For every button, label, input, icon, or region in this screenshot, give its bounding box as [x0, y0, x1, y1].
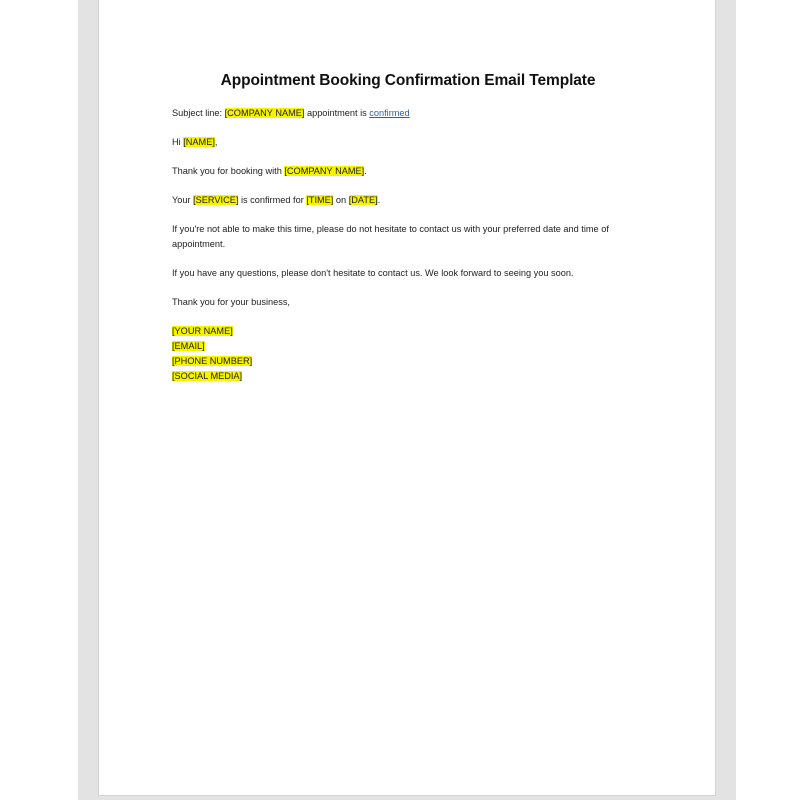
document-title: Appointment Booking Confirmation Email Template	[220, 72, 596, 89]
placeholder-your-name[interactable]: [YOUR NAME]	[172, 326, 233, 336]
paragraph-questions: If you have any questions, please don't hesitate to contact us. We look forward to seeing you soon.	[172, 268, 574, 278]
service-mid1: is confirmed for	[238, 195, 307, 205]
placeholder-service[interactable]: [SERVICE]	[193, 195, 239, 205]
signature-social-row	[172, 369, 642, 384]
service-prefix: Your	[172, 195, 194, 205]
placeholder-time[interactable]: [TIME]	[306, 195, 334, 205]
thanks-suffix: .	[364, 166, 367, 176]
subject-label: Subject line:	[172, 108, 225, 118]
placeholder-phone-number[interactable]: [PHONE NUMBER]	[172, 356, 253, 366]
signature-name-row	[172, 324, 642, 339]
service-mid2: on	[333, 195, 349, 205]
greeting-prefix: Hi	[172, 137, 184, 147]
thanks-prefix: Thank you for booking with	[172, 166, 285, 176]
service-suffix: .	[377, 195, 381, 205]
greeting-suffix: ,	[214, 137, 218, 147]
confirmed-link[interactable]: confirmed	[369, 108, 410, 118]
placeholder-social-media[interactable]: [SOCIAL MEDIA]	[172, 371, 243, 381]
greeting-line	[172, 135, 642, 150]
placeholder-company-name-2[interactable]: [COMPANY NAME]	[284, 166, 365, 176]
placeholder-name[interactable]: [NAME]	[183, 137, 215, 147]
closing-line: Thank you for your business,	[172, 297, 290, 307]
placeholder-date[interactable]: [DATE]	[348, 195, 378, 205]
thanks-booking-line	[172, 164, 642, 179]
signature-email-row	[172, 339, 642, 354]
placeholder-email[interactable]: [EMAIL]	[172, 341, 205, 351]
subject-line	[172, 106, 642, 121]
email-body	[172, 106, 642, 384]
paragraph-reschedule: If you're not able to make this time, please do not hesitate to contact us with your preferred date and time of appointment.	[172, 224, 609, 249]
placeholder-company-name[interactable]: [COMPANY NAME]	[224, 108, 305, 118]
subject-middle: appointment is	[304, 108, 370, 118]
document-page	[98, 0, 716, 796]
signature-phone-row	[172, 354, 642, 369]
service-line	[172, 193, 642, 208]
signature-block	[172, 324, 642, 384]
